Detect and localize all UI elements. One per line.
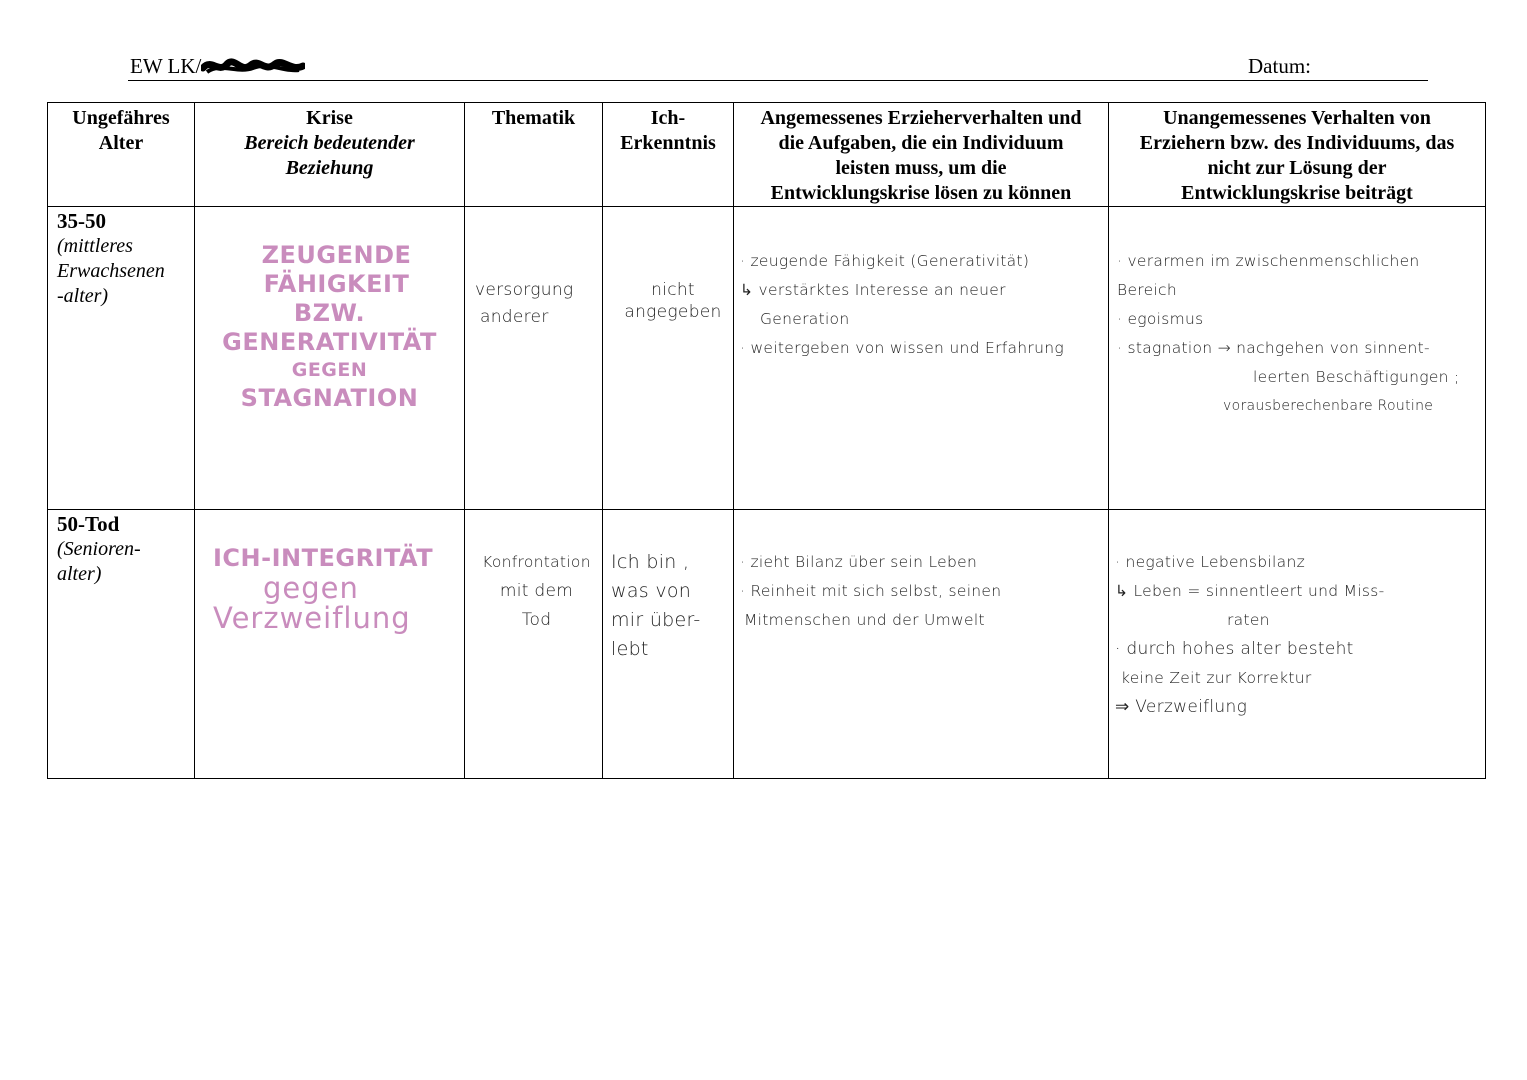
header-theme: Thematik	[465, 103, 603, 207]
crisis-cell: ZEUGENDE FÄHIGKEIT BZW. GENERATIVITÄT GEGEN STAGNATION	[195, 207, 465, 510]
age-cell: 35-50 (mittleres Erwachsenen -alter)	[48, 207, 195, 510]
header-crisis: Krise Bereich bedeutender Beziehung	[195, 103, 465, 207]
list-item: · weitergeben von wissen und Erfahrung	[740, 339, 1064, 357]
list-item: ⇒ Verzweiflung	[1115, 697, 1248, 717]
insight-cell: nicht angegeben	[603, 207, 734, 510]
header-inappropriate: Unangemessenes Verhalten von Erziehern bzw. des Individuums, das nicht zur Lösung der Entwicklungskrise beiträgt	[1109, 103, 1486, 207]
appropriate-cell	[734, 510, 1109, 779]
list-item: Mitmenschen und der Umwelt	[744, 611, 985, 629]
table-row	[48, 207, 1486, 510]
list-item: ↳ verstärktes Interesse an neuer	[740, 281, 1006, 299]
header-age: Ungefähres Alter	[48, 103, 195, 207]
list-item: · durch hohes alter besteht	[1115, 639, 1354, 659]
redacted-name-scribble	[201, 56, 305, 76]
theme-cell: versorgung anderer	[465, 207, 603, 510]
list-item: · egoismus	[1117, 310, 1204, 328]
list-item: · Reinheit mit sich selbst, seinen	[740, 582, 1002, 600]
list-item: keine Zeit zur Korrektur	[1121, 669, 1312, 687]
age-cell: 50-Tod (Senioren- alter)	[48, 510, 195, 779]
insight-cell: Ich bin , was von mir über- lebt	[603, 510, 734, 779]
inappropriate-cell	[1109, 510, 1486, 779]
date-label: Datum:	[1248, 54, 1311, 78]
header-appropriate: Angemessenes Erzieherverhalten und die Aufgaben, die ein Individuum leisten muss, um die Entwicklungskrise lösen zu können	[734, 103, 1109, 207]
list-item: Bereich	[1117, 281, 1178, 299]
list-item: · stagnation → nachgehen von sinnent-	[1117, 339, 1430, 357]
list-item: · zieht Bilanz über sein Leben	[740, 553, 978, 571]
list-item: Generation	[760, 310, 850, 328]
list-item: vorausberechenbare Routine	[1223, 398, 1434, 414]
erikson-stages-table	[47, 102, 1486, 779]
list-item: · negative Lebensbilanz	[1115, 553, 1306, 571]
list-item: · zeugende Fähigkeit (Generativität)	[740, 252, 1030, 270]
list-item: · verarmen im zwischenmenschlichen	[1117, 252, 1420, 270]
crisis-cell: ICH-INTEGRITÄT gegen Verzweiflung	[195, 510, 465, 779]
appropriate-cell	[734, 207, 1109, 510]
header-insight: Ich- Erkenntnis	[603, 103, 734, 207]
page-header	[128, 52, 1428, 81]
list-item: ↳ Leben = sinnentleert und Miss-	[1115, 582, 1385, 600]
inappropriate-cell	[1109, 207, 1486, 510]
table-row	[48, 510, 1486, 779]
list-item: raten	[1227, 611, 1270, 629]
header-row	[48, 103, 1486, 207]
course-label: EW LK/	[130, 54, 305, 79]
theme-cell: Konfrontation mit dem Tod	[465, 510, 603, 779]
list-item: leerten Beschäftigungen ;	[1253, 368, 1460, 386]
